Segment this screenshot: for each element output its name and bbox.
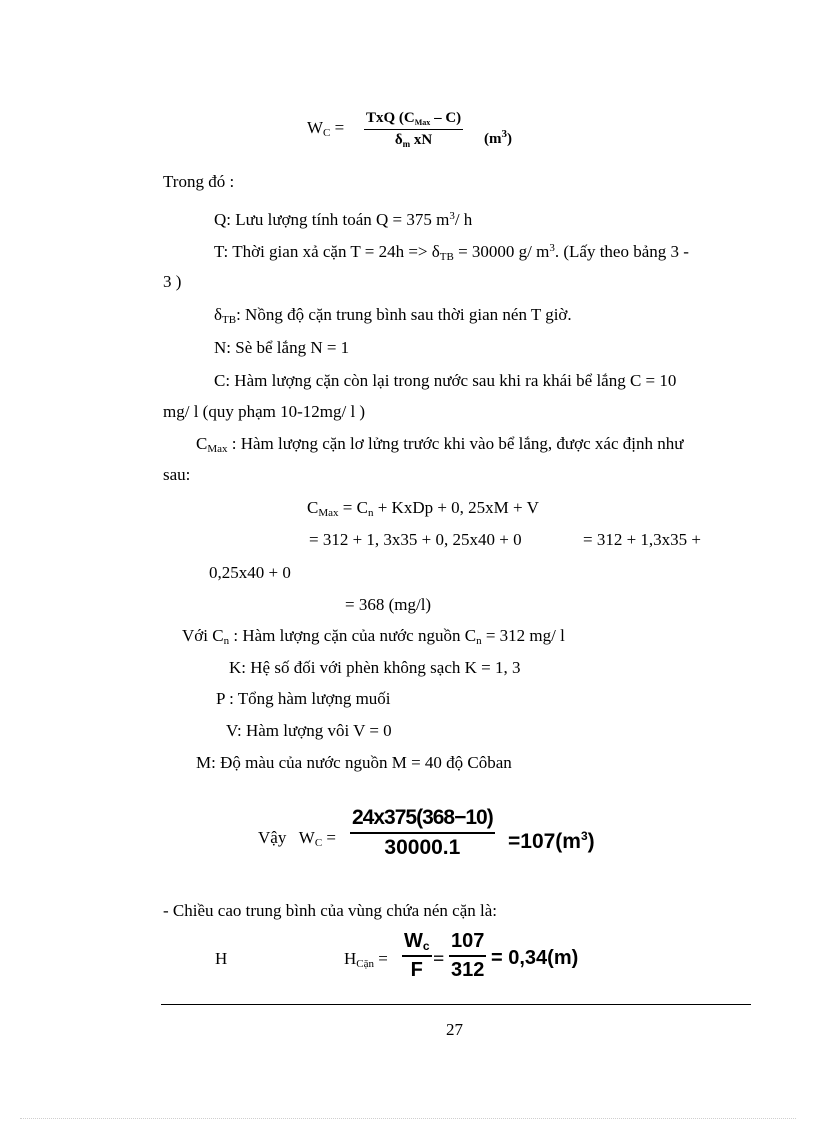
formula1-lhs: $W_C$ =	[307, 118, 345, 139]
line-sau: sau:	[163, 465, 191, 484]
page-bottom-border	[20, 1118, 796, 1119]
line-cmax: $C_{Max}$ : Hàm lượng cặn lơ lửng trước khi vào bể lắng, được xác định như	[196, 434, 684, 455]
equation-substitution-cont: 0,25x40 + 0	[209, 563, 291, 582]
line-delta: $\delta_{TB}$: Nồng độ cặn trung bình sau thời gian nén T giờ.	[214, 305, 572, 326]
formula3-rhs: = 0,34(m)	[491, 947, 579, 969]
formula3-eq2: =	[433, 948, 445, 970]
line-voi-cn: Với $C_n$ : Hàm lượng cặn của nước nguồn $C_n = 312$ mg/ l	[182, 626, 565, 647]
formula2-lhs: Vậy $W_C$ =	[258, 828, 337, 849]
formula1-unit: $(m^3)$	[484, 128, 512, 147]
formula3-label: H	[215, 949, 228, 968]
line-chieu-cao: - Chiều cao trung bình của vùng chứa nén cặn là:	[163, 901, 497, 920]
line-c2: mg/ l (quy phạm 10-12mg/ l )	[163, 402, 366, 421]
line-q: Q: Lưu lượng tính toán Q = 375 $m^3/$ h	[214, 210, 473, 229]
line-n: N: Sè bể lắng N = 1	[214, 338, 350, 357]
equation-substitution-tail: = 312 + 1,3x35 +	[583, 530, 702, 549]
line-p: P : Tổng hàm lượng muối	[216, 689, 391, 708]
line-v: V: Hàm lượng vôi V = 0	[226, 721, 392, 740]
formula3-fraction-wc-f: $W_c$ F	[404, 930, 430, 981]
line-t-cont: 3 )	[163, 272, 182, 291]
line-t: T: Thời gian xả cặn $T = 24h => \delta_{TB} = 30000$ g/ $m^3$. (Lấy theo bảng 3 -	[214, 242, 689, 263]
line-k: K: Hệ số đối với phèn không sạch K = 1, 3	[229, 658, 521, 677]
trong-do-label: Trong đó :	[163, 172, 235, 191]
footer-rule	[161, 1004, 751, 1005]
equation-substitution: = 312 + 1, 3x35 + 0, 25x40 + 0	[309, 530, 522, 549]
page-number: 27	[446, 1020, 463, 1039]
formula3-fraction-107-312: 107 312	[451, 930, 485, 981]
equation-result: = 368 (mg/l)	[345, 595, 432, 614]
formula2-fraction: 24x375(368−10) 30000.1	[352, 806, 493, 859]
formula2-rhs: $=107(m^3)$	[508, 829, 595, 853]
line-m: M: Độ màu của nước nguồn M = 40 độ Côban	[196, 753, 512, 772]
formula3-lhs: $H_{Cặn}$ =	[344, 949, 388, 970]
line-c1: C: Hàm lượng cặn còn lại trong nước sau khi ra khái bể lắng C = 10	[214, 371, 677, 390]
formula1-fraction: TxQ $(C_{Max} - C)$ $\delta_m$ xN	[366, 110, 462, 149]
equation-cmax: $C_{Max} = C_n$ + KxDp + 0, 25xM + V	[307, 498, 539, 519]
